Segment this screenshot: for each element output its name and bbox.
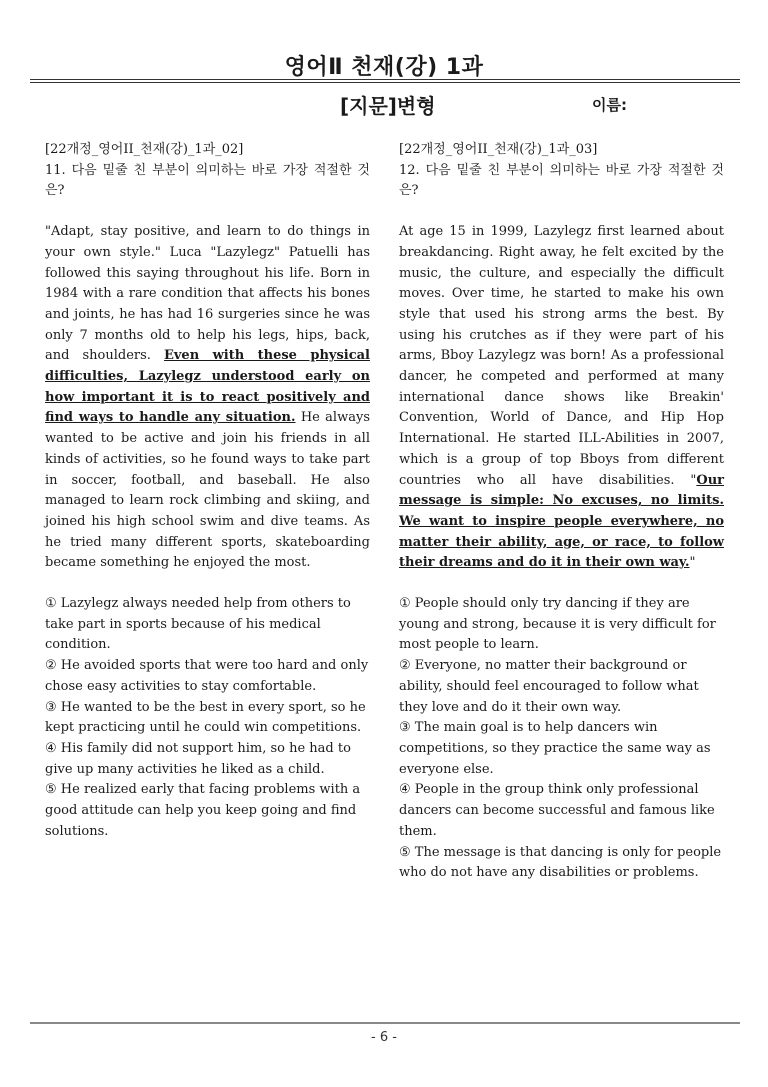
- page-number: - 6 -: [371, 1030, 397, 1045]
- answer-options: [45, 594, 370, 842]
- question-code: [22개정_영어II_천재(강)_1과_02]: [45, 142, 244, 157]
- page-title: 영어Ⅱ 천재(강) 1과: [284, 55, 484, 80]
- passage-text: He always wanted to be active and join his friends in all kinds of activities, so he found ways to take part in soccer, football, and baseball. He also managed to learn rock climbing and skiing, and joined his high school swim and dive teams. As he tried many different sports, skateboarding became something he enjoyed the most.: [45, 410, 370, 571]
- answer-option-1[interactable]: ① Lazylegz always needed help from others to take part in sports because of his medical condition.: [45, 596, 351, 653]
- name-label: 이름:: [592, 96, 627, 114]
- answer-option-3[interactable]: ③ The main goal is to help dancers win competitions, so they practice the same way as everyone else.: [399, 720, 711, 777]
- answer-option-4[interactable]: ④ His family did not support him, so he had to give up many activities he liked as a child.: [45, 740, 351, 777]
- answer-option-2[interactable]: ② He avoided sports that were too hard and only chose easy activities to stay comfortable.: [45, 658, 369, 694]
- underlined-passage: Even with these physical difficulties, Lazylegz understood early on how important it is to react positively and find ways to handle any situation.: [45, 348, 370, 426]
- answer-options: [399, 594, 724, 884]
- answer-option-1[interactable]: ① People should only try dancing if they are young and strong, because it is very difficult for most people to learn.: [399, 596, 716, 653]
- question-12-column: [399, 140, 724, 884]
- header-divider: [30, 79, 740, 83]
- answer-option-5[interactable]: ⑤ The message is that dancing is only for people who do not have any disabilities or problems.: [399, 844, 722, 881]
- reading-passage: [399, 222, 724, 574]
- answer-option-2[interactable]: ② Everyone, no matter their background or ability, should feel encouraged to follow what they love and do it their own way.: [399, 658, 699, 715]
- underlined-passage: Our message is simple: No excuses, no limits. We want to inspire people everywhere, no matter their ability, age, or race, to follow their dreams and do it in their own way.: [399, 472, 724, 571]
- answer-option-4[interactable]: ④ People in the group think only professional dancers can become successful and famous like them.: [399, 782, 715, 839]
- passage-text: ": [689, 555, 696, 571]
- worksheet-subtitle: [지문]변형: [340, 94, 436, 118]
- passage-text: At age 15 in 1999, Lazylegz first learned about breakdancing. Right away, he felt excited by the music, the culture, and especially the difficult moves. Over time, he started to make his own style that used his strong arms the best. By using his crutches as if they were part of his arms, Bboy Lazylegz was born! As a professional dancer, he competed and performed at many international dance shows like Breakin' Convention, World of Dance, and Hip Hop International. He started ILL-Abilities in 2007, which is a group of top Bboys from different countries who all have disabilities. ": [399, 224, 724, 488]
- answer-option-3[interactable]: ③ He wanted to be the best in every sport, so he kept practicing until he could win competitions.: [45, 699, 366, 736]
- reading-passage: [45, 222, 370, 574]
- footer-divider: [30, 1022, 740, 1024]
- question-11-column: [45, 140, 370, 843]
- question-prompt: 11. 다음 밑줄 친 부분이 의미하는 바로 가장 적절한 것은?: [45, 162, 370, 199]
- question-prompt: 12. 다음 밑줄 친 부분이 의미하는 바로 가장 적절한 것은?: [399, 162, 724, 199]
- passage-text: "Adapt, stay positive, and learn to do things in your own style." Luca "Lazylegz" Patuelli has followed this saying throughout his life. Born in 1984 with a rare condition that affects his bones and joints, he has had 16 surgeries since he was only 7 months old to help his legs, hips, back, and shoulders.: [45, 224, 370, 364]
- question-code: [22개정_영어II_천재(강)_1과_03]: [399, 142, 598, 157]
- answer-option-5[interactable]: ⑤ He realized early that facing problems with a good attitude can help you keep going and find solutions.: [45, 782, 361, 839]
